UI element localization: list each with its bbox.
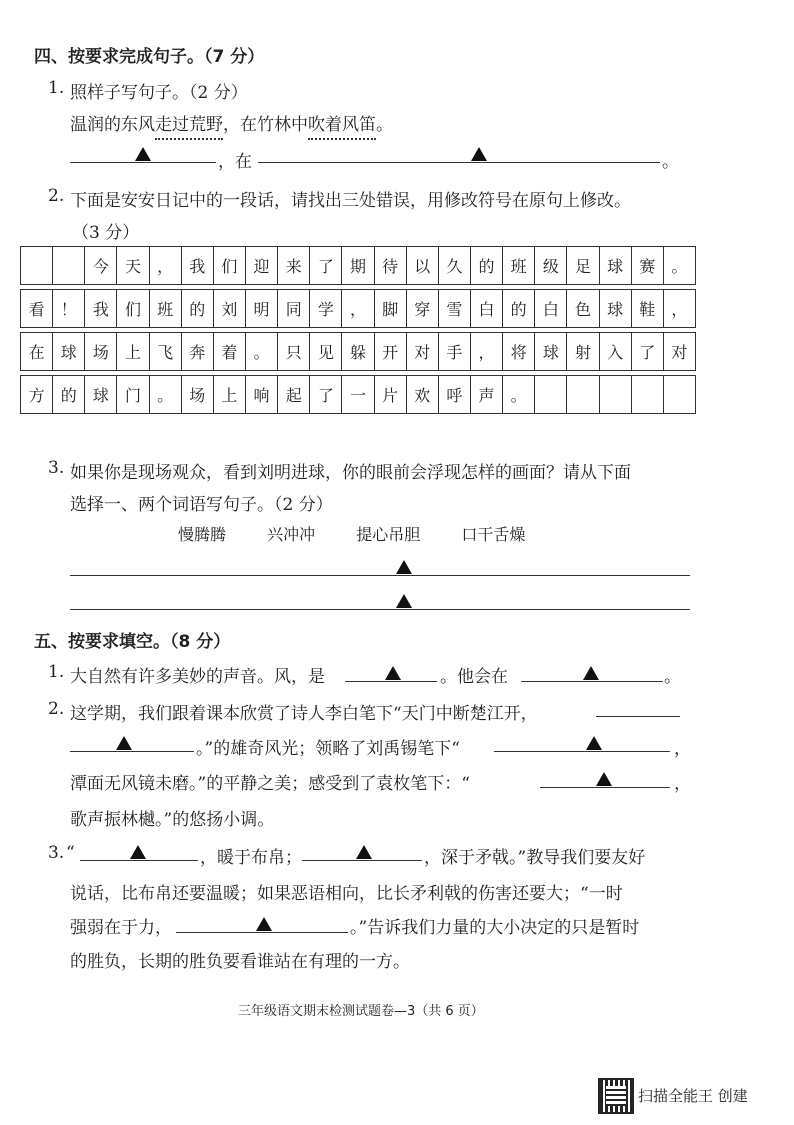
answer-blank[interactable] — [494, 751, 670, 752]
q5-1-end: 。 — [664, 667, 681, 687]
answer-blank[interactable] — [596, 716, 680, 717]
grid-cell: 一 — [342, 376, 374, 414]
grid-row — [21, 333, 696, 371]
q4-2-label: 2. — [48, 186, 65, 206]
q5-3-line3a: 强弱在于力， — [70, 918, 172, 938]
grid-cell: 方 — [21, 376, 53, 414]
answer-line[interactable] — [70, 609, 690, 610]
grid-cell: 上 — [117, 333, 149, 371]
q5-1-text: 大自然有许多美妙的声音。风，是 — [70, 667, 325, 687]
grid-cell: 了 — [631, 333, 663, 371]
word-choice: 提心吊胆 — [356, 525, 421, 544]
grid-cell: 色 — [567, 290, 599, 328]
grid-cell: 鞋 — [631, 290, 663, 328]
grid-cell: 球 — [599, 290, 631, 328]
grid-cell: 手 — [438, 333, 470, 371]
grid-cell: 飞 — [149, 333, 181, 371]
q5-2-line3b: ， — [674, 774, 691, 794]
grid-cell: 门 — [117, 376, 149, 414]
grid-cell: 们 — [117, 290, 149, 328]
grid-cell: 射 — [567, 333, 599, 371]
grid-cell: 只 — [278, 333, 310, 371]
grid-cell: 开 — [374, 333, 406, 371]
triangle-icon — [256, 917, 272, 931]
q4-2-score: （3 分） — [72, 223, 140, 243]
triangle-icon — [586, 736, 602, 750]
q5-3-b: ，深于矛戟。”教导我们要友好 — [424, 848, 646, 868]
example-dotted-2: 吹着风笛 — [308, 115, 376, 135]
q4-2-text: 下面是安安日记中的一段话，请找出三处错误，用修改符号在原句上修改。 — [70, 191, 631, 211]
grid-cell: 久 — [438, 247, 470, 285]
grid-cell: 天 — [117, 247, 149, 285]
section5-title: 五、按要求填空。（8 分） — [34, 632, 231, 652]
example-pre: 温润的东风 — [70, 115, 155, 135]
q4-3-line1: 如果你是现场观众，看到刘明进球，你的眼前会浮现怎样的画面？请从下面 — [70, 463, 631, 483]
grid-cell: 看 — [21, 290, 53, 328]
grid-cell: 呼 — [438, 376, 470, 414]
grid-cell: 对 — [663, 333, 695, 371]
triangle-icon — [396, 594, 412, 608]
grid-cell: 起 — [278, 376, 310, 414]
grid-cell: 奔 — [181, 333, 213, 371]
grid-cell — [21, 247, 53, 285]
answer-blank[interactable] — [70, 162, 216, 163]
qr-code-icon — [598, 1078, 634, 1114]
answer-line[interactable] — [70, 575, 690, 576]
triangle-icon — [596, 772, 612, 786]
section4-title: 四、按要求完成句子。（7 分） — [34, 47, 265, 67]
triangle-icon — [471, 147, 487, 161]
q5-1-mid: 。他会在 — [440, 667, 508, 687]
grid-cell: 欢 — [406, 376, 438, 414]
grid-cell — [599, 376, 631, 414]
q4-3-label: 3. — [48, 458, 65, 478]
q5-3-open: “ — [66, 843, 75, 863]
q5-2-line3a: 潭面无风镜未磨。”的平静之美；感受到了袁枚笔下：“ — [70, 774, 470, 794]
grid-cell: 足 — [567, 247, 599, 285]
answer-blank[interactable] — [345, 681, 437, 682]
grid-cell: 期 — [342, 247, 374, 285]
q4-1-label: 1. — [48, 78, 65, 98]
grid-cell: 入 — [599, 333, 631, 371]
grid-cell: 见 — [310, 333, 342, 371]
triangle-icon — [385, 666, 401, 680]
answer-blank[interactable] — [521, 681, 663, 682]
grid-cell: 来 — [278, 247, 310, 285]
q5-2-line4: 歌声振林樾。”的悠扬小调。 — [70, 810, 275, 830]
grid-cell — [567, 376, 599, 414]
word-choice: 慢腾腾 — [178, 525, 227, 544]
grid-cell: 躲 — [342, 333, 374, 371]
grid-cell: 班 — [149, 290, 181, 328]
triangle-icon — [116, 736, 132, 750]
word-choices — [178, 522, 561, 545]
grid-cell: 级 — [535, 247, 567, 285]
grid-cell: 球 — [599, 247, 631, 285]
example-mid: ，在竹林中 — [223, 115, 308, 135]
grid-cell: 。 — [503, 376, 535, 414]
grid-cell: 同 — [278, 290, 310, 328]
grid-cell: 穿 — [406, 290, 438, 328]
grid-cell: 白 — [535, 290, 567, 328]
q5-3-line2: 说话，比布帛还要温暖；如果恶语相向，比长矛利戟的伤害还要大；“一时 — [70, 884, 623, 904]
grid-cell: 的 — [53, 376, 85, 414]
q4-1-sep: ，在 — [218, 152, 252, 172]
q5-3-line3b: 。”告诉我们力量的大小决定的只是暂时 — [350, 918, 640, 938]
grid-cell — [631, 376, 663, 414]
grid-cell: 明 — [245, 290, 277, 328]
grid-cell: 在 — [21, 333, 53, 371]
q5-2-line1: 这学期，我们跟着课本欣赏了诗人李白笔下“天门中断楚江开， — [70, 704, 538, 724]
grid-cell: ， — [342, 290, 374, 328]
grid-cell — [663, 376, 695, 414]
q5-3-a: ，暖于布帛； — [200, 848, 302, 868]
grid-cell: 脚 — [374, 290, 406, 328]
grid-cell: 雪 — [438, 290, 470, 328]
q4-1-end: 。 — [662, 152, 679, 172]
answer-blank[interactable] — [258, 162, 660, 163]
word-choice: 兴冲冲 — [267, 525, 316, 544]
grid-cell: 今 — [85, 247, 117, 285]
grid-cell: 将 — [503, 333, 535, 371]
q4-3-line2: 选择一、两个词语写句子。（2 分） — [70, 495, 333, 515]
grid-cell: 迎 — [245, 247, 277, 285]
grid-cell: 着 — [213, 333, 245, 371]
writing-grid — [20, 246, 696, 414]
grid-cell: 。 — [149, 376, 181, 414]
grid-cell: 场 — [181, 376, 213, 414]
answer-blank[interactable] — [540, 787, 670, 788]
grid-cell: 赛 — [631, 247, 663, 285]
grid-cell: 的 — [503, 290, 535, 328]
grid-cell: 班 — [503, 247, 535, 285]
scanner-watermark: 扫描全能王 创建 — [638, 1087, 748, 1105]
q5-2-line2a: 。”的雄奇风光；领略了刘禹锡笔下“ — [196, 739, 460, 759]
grid-cell: ！ — [53, 290, 85, 328]
grid-cell: ， — [663, 290, 695, 328]
grid-cell: 球 — [85, 376, 117, 414]
triangle-icon — [583, 666, 599, 680]
grid-cell — [53, 247, 85, 285]
q5-3-label: 3. — [48, 843, 65, 863]
grid-cell: 。 — [245, 333, 277, 371]
q5-3-line4: 的胜负，长期的胜负要看谁站在有理的一方。 — [70, 952, 410, 972]
grid-cell: 的 — [181, 290, 213, 328]
grid-cell: 了 — [310, 376, 342, 414]
grid-cell: 声 — [470, 376, 502, 414]
triangle-icon — [356, 845, 372, 859]
grid-cell: 。 — [663, 247, 695, 285]
grid-cell: 上 — [213, 376, 245, 414]
grid-cell — [535, 376, 567, 414]
triangle-icon — [130, 845, 146, 859]
grid-cell: 们 — [213, 247, 245, 285]
answer-blank[interactable] — [176, 932, 348, 933]
grid-cell: ， — [470, 333, 502, 371]
grid-cell: 刘 — [213, 290, 245, 328]
word-choice: 口干舌燥 — [461, 525, 526, 544]
grid-cell: 的 — [470, 247, 502, 285]
answer-blank[interactable] — [70, 751, 194, 752]
page-footer: 三年级语文期末检测试题卷—3（共 6 页） — [238, 1004, 484, 1019]
q4-1-text: 照样子写句子。（2 分） — [70, 83, 248, 103]
example-sentence — [70, 110, 393, 135]
grid-cell: 片 — [374, 376, 406, 414]
grid-cell: 学 — [310, 290, 342, 328]
grid-cell: 了 — [310, 247, 342, 285]
grid-cell: 白 — [470, 290, 502, 328]
example-end: 。 — [376, 115, 393, 135]
triangle-icon — [396, 560, 412, 574]
example-dotted-1: 走过荒野 — [155, 115, 223, 135]
q5-1-label: 1. — [48, 662, 65, 682]
grid-cell: 对 — [406, 333, 438, 371]
triangle-icon — [135, 147, 151, 161]
grid-cell: 我 — [85, 290, 117, 328]
grid-cell: 响 — [245, 376, 277, 414]
grid-cell: 以 — [406, 247, 438, 285]
grid-cell: 场 — [85, 333, 117, 371]
grid-cell: 我 — [181, 247, 213, 285]
q5-2-line2b: ， — [674, 739, 691, 759]
q5-2-label: 2. — [48, 699, 65, 719]
grid-row — [21, 376, 696, 414]
grid-cell: ， — [149, 247, 181, 285]
grid-cell: 待 — [374, 247, 406, 285]
grid-row — [21, 247, 696, 285]
grid-cell: 球 — [53, 333, 85, 371]
grid-row — [21, 290, 696, 328]
answer-blank[interactable] — [80, 860, 198, 861]
grid-cell: 球 — [535, 333, 567, 371]
answer-blank[interactable] — [302, 860, 422, 861]
